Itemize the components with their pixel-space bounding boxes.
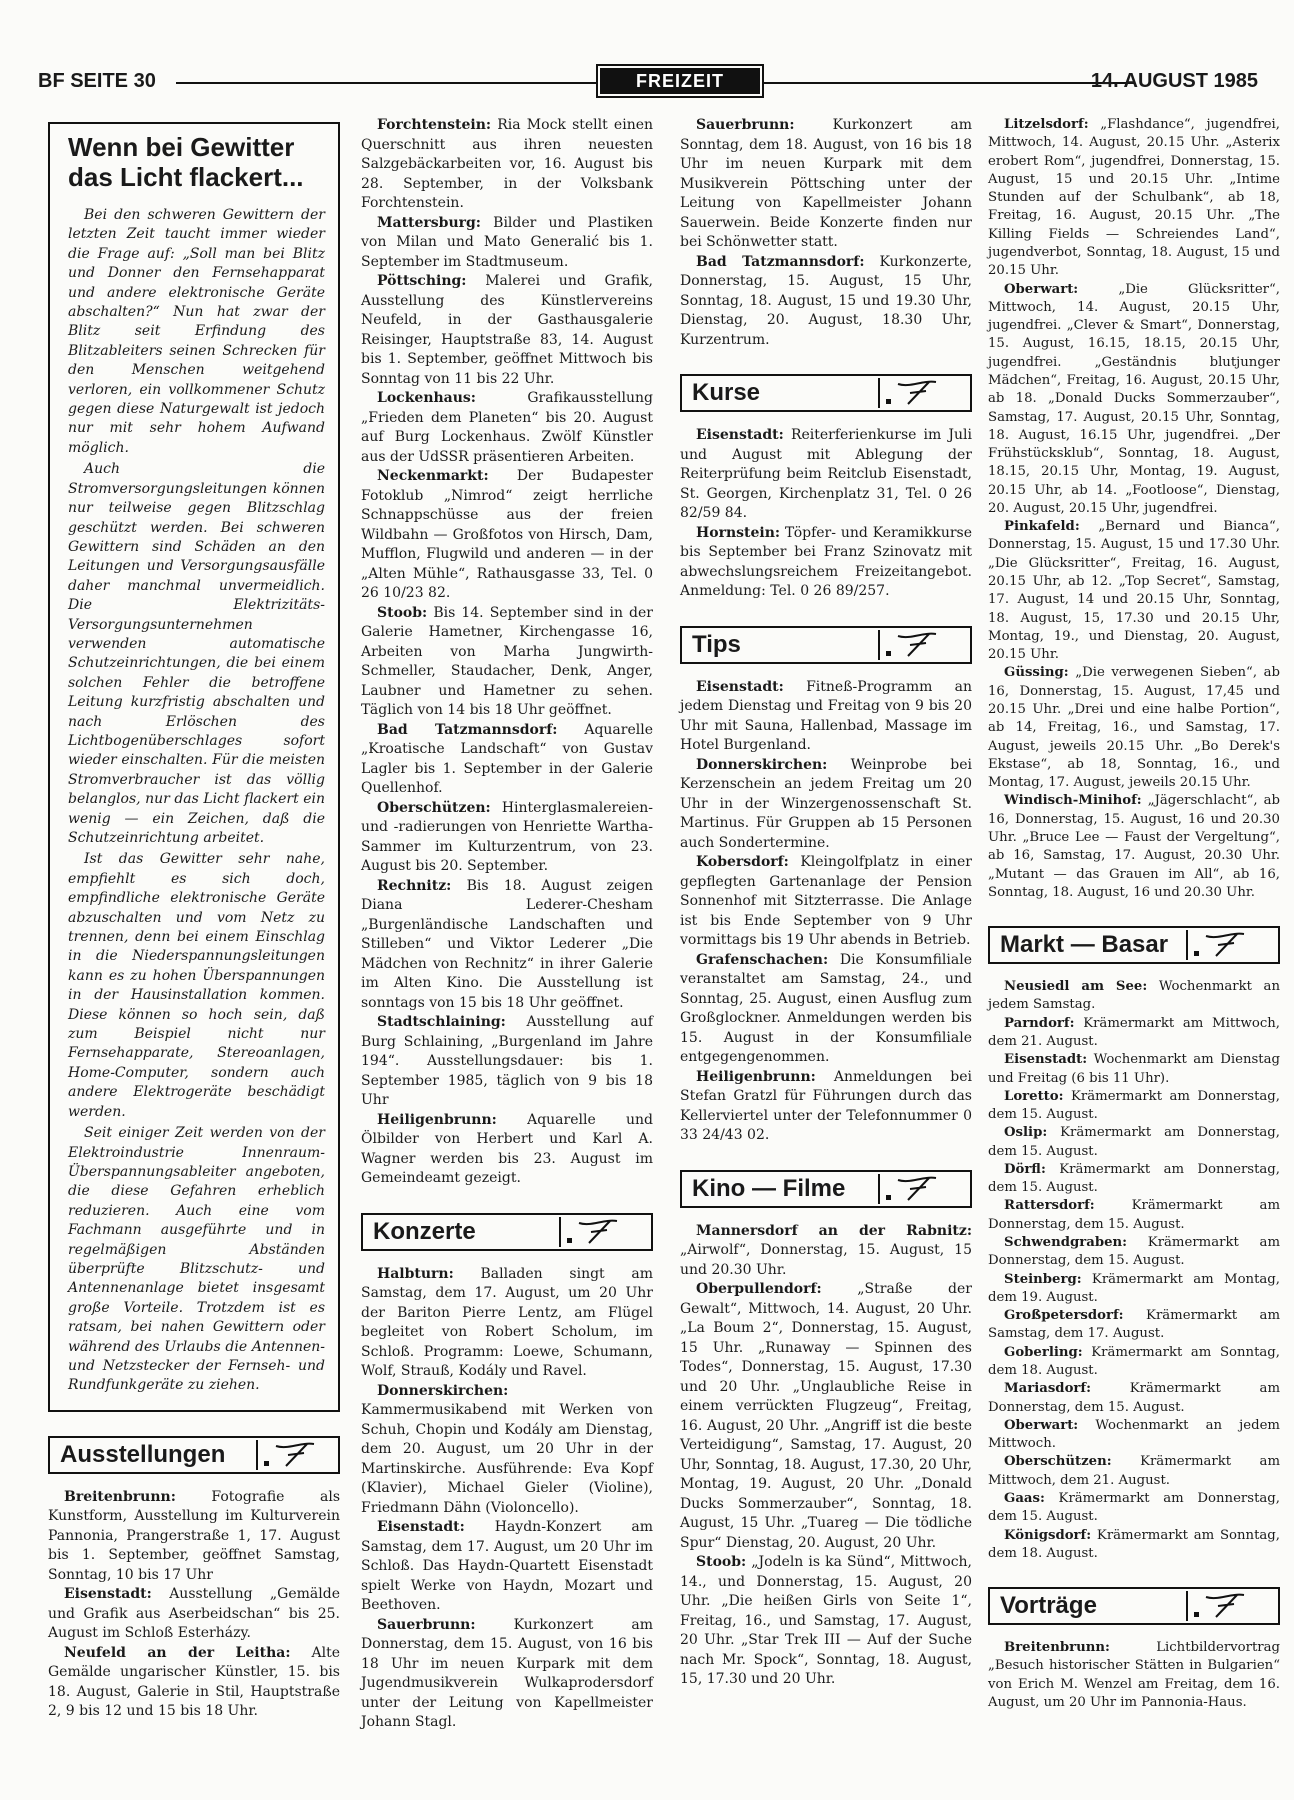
listing-entry	[988, 978, 1280, 1015]
listing-place: Stoob:	[377, 604, 428, 621]
listing-entry	[988, 1417, 1280, 1454]
heading-dot	[567, 1238, 572, 1243]
listing-place: Goberling:	[1004, 1344, 1083, 1360]
listing-entry	[48, 1585, 340, 1644]
listing-entry	[680, 116, 972, 253]
listing-text: Lichtbildervortrag „Besuch historischer Stätten in Bulgarien“ von Erich M. Wenzel am Freitag, dem 16. August, um 20 Uhr im Pannonia-Haus.	[988, 1640, 1280, 1710]
heading-divider	[1186, 1591, 1188, 1621]
listing-text: Malerei und Grafik, Ausstellung des Künstlervereins Neufeld, in der Gasthausgalerie Reisinger, Hauptstraße 83, 14. August bis 1. September, geöffnet Mittwoch bis Sonntag von 11 bis 22 Uhr.	[361, 273, 653, 387]
listing-entry	[361, 1013, 653, 1111]
listing-entry	[988, 1161, 1280, 1198]
listing-entry	[48, 1488, 340, 1586]
listing-place: Halbturn:	[377, 1265, 454, 1282]
section-heading-ausstellungen	[48, 1436, 340, 1474]
heading-divider	[256, 1440, 258, 1470]
listing-text: Wochenmarkt am Dienstag und Freitag (6 bis 11 Uhr).	[988, 1052, 1280, 1086]
listing-entry	[680, 253, 972, 351]
section-title: Konzerte	[373, 1217, 476, 1245]
listing-text: Haydn-Konzert am Samstag, dem 17. August, um 20 Uhr im Schloß. Das Haydn-Quartett Eisenstadt spielt Werke von Haydn, Mozart und Beethoven.	[361, 1519, 653, 1613]
listing-text: Krämermarkt am Montag, dem 19. August.	[988, 1271, 1280, 1305]
listing-entry	[988, 281, 1280, 519]
listing-entry	[988, 1453, 1280, 1490]
listing-place: Güssing:	[1004, 665, 1069, 681]
listing-entry	[988, 116, 1280, 281]
listing-entry	[988, 1271, 1280, 1308]
listing-place: Dörfl:	[1004, 1161, 1046, 1177]
section-heading-kino	[680, 1170, 972, 1208]
section-heading-vortraege	[988, 1587, 1280, 1625]
listing-text: Aquarelle und Ölbilder von Herbert und Karl A. Wagner werden bis 23. August im Gemeindeamt gezeigt.	[361, 1111, 653, 1186]
listing-text: Krämermarkt am Sonntag, dem 18. August.	[988, 1344, 1280, 1378]
listing-place: Eisenstadt:	[377, 1519, 465, 1535]
listing-place: Sauerbrunn:	[696, 117, 795, 133]
listing-text: Fitneß-Programm an jedem Dienstag und Freitag von 9 bis 20 Uhr mit Sauna, Hallenbad, Massage im Hotel Burgenland.	[680, 678, 972, 753]
listing-text: Alte Gemälde ungarischer Künstler, 15. bis 18. August, Galerie in Stil, Hauptstraße 2, 9 bis 12 und 15 bis 18 Uhr.	[48, 1644, 340, 1720]
listing-entry	[680, 1553, 972, 1690]
listing-text: Krämermarkt am Mittwoch, dem 21. August.	[988, 1015, 1280, 1049]
section-title: Tips	[692, 630, 741, 658]
listing-text: „Bernard und Bianca“, Donnerstag, 15. August, 15 und 17.30 Uhr. „Die Glücksritter“, Freitag, 16. August, 20.15 Uhr, ab 12. „Top Secret“, Samstag, 17. August, 14 und 20.15 Uhr, Sonntag, 18. August, 15, 17.30 und 20.15 Uhr, Montag, 19., und Dienstag, 20. August, 20.15 Uhr.	[988, 519, 1280, 663]
listing-entry	[361, 1382, 653, 1519]
listing-place: Königsdorf:	[1004, 1527, 1092, 1543]
listing-entry	[361, 389, 653, 467]
article-paragraph: Bei den schweren Gewittern der letzten Zeit taucht immer wieder die Frage auf: „Soll man bei Blitz und Donner den Fernsehapparat und andere elektronische Geräte abschalten?“ Nun hat zwar der Blitz seit Erfindung des Blitzableiters seinen Schrecken für den Menschen weitgehend verloren, ein vollkommener Schutz gegen diese Naturgewalt ist jedoch nur mit sehr hohem Aufwand möglich.	[68, 207, 325, 456]
pen-icon	[1204, 930, 1248, 958]
listing-text: „Die Glücksritter“, Mittwoch, 14. August, 20.15 Uhr, jugendfrei. „Clever & Smart“, Donnerstag, 15. August, 16.15, 18.15, 20.15 Uhr, jugendfrei. „Geständnis blutjunger Mädchen“, Freitag, 16. August, 20.15 Uhr, ab 18. „Donald Ducks Sommerzauber“, Samstag, 17. August, 20.15 Uhr, Sonntag, 18. August, 16.15 Uhr, jugendfrei. „Der Frühstücksklub“, Sonntag, 18. August, 18.15, 20.15 Uhr, Montag, 19. August, 20.15 Uhr, ab 14. „Footloose“, Dienstag, 20. August, 20.15 Uhr, jugendfrei.	[988, 281, 1280, 516]
listing-place: Gaas:	[1004, 1490, 1045, 1506]
listing-text: Krämermarkt am Samstag, dem 17. August.	[988, 1308, 1281, 1342]
article-paragraph: Ist das Gewitter sehr nahe, empfiehlt es sich doch, empfindliche elektronische Geräte abzuschalten und vom Netz zu trennen, denn bei einem Einschlag in die Niederspannungsleitungen kann es zu hohen Überspannungen in der Hausinstallation kommen. Diese können so hoch sein, daß zum Beispiel nicht nur Fernsehapparate, Stereoanlagen, Home-Computer, sondern auch andere Elektrogeräte beschädigt werden.	[68, 851, 325, 1120]
listing-entry	[361, 604, 653, 721]
page-header	[38, 64, 1258, 104]
listing-place: Loretto:	[1004, 1088, 1064, 1104]
listing-place: Pinkafeld:	[1004, 519, 1080, 535]
listing-entry	[988, 1527, 1280, 1564]
heading-divider	[878, 1174, 880, 1204]
listing-place: Oberschützen:	[1004, 1454, 1112, 1470]
listing-text: Bilder und Plastiken von Milan und Mato Generalić bis 1. September im Stadtmuseum.	[361, 214, 653, 270]
heading-divider	[878, 378, 880, 408]
listing-place: Neckenmarkt:	[377, 468, 489, 484]
listing-place: Mattersburg:	[377, 214, 481, 231]
heading-dot	[886, 651, 891, 656]
listing-place: Oberwart:	[1004, 1417, 1079, 1433]
pen-icon	[896, 378, 940, 406]
listing-text: Die Konsumfiliale veranstaltet am Samstag, 24., und Sonntag, 25. August, einen Ausflug zum Großglockner. Anmeldungen werden bis 15. August in der Konsumfiliale entgegengenommen.	[680, 951, 972, 1065]
listing-text: Krämermarkt am Donnerstag, dem 15. August.	[988, 1198, 1281, 1232]
listing-entry	[988, 1197, 1280, 1234]
listing-text: Kleingolfplatz in einer gepflegten Gartenanlage der Pension Sonnenhof mit Sitzterrasse. Die Anlage ist bis Ende September von 9 Uhr vormittags bis 19 Uhr abends in Betrieb.	[680, 854, 972, 948]
listing-text: Kurkonzert am Sonntag, dem 18. August, von 16 bis 18 Uhr im neuen Kurpark mit dem Musikverein Pöttsching unter der Leitung von Kapellmeister Johann Sauerwein. Beide Konzerte finden nur bei Schönwetter statt.	[680, 117, 972, 250]
listing-entry	[680, 951, 972, 1068]
listing-place: Donnerskirchen:	[377, 1382, 509, 1399]
listing-entry	[988, 792, 1280, 902]
listing-text: Wochenmarkt an jedem Mittwoch.	[988, 1417, 1281, 1452]
section-heading-tips	[680, 626, 972, 664]
listing-place: Steinberg:	[1004, 1271, 1082, 1287]
listing-entry	[988, 1344, 1280, 1381]
listing-entry	[680, 678, 972, 756]
listing-text: Grafikausstellung „Frieden dem Planeten“ bis 20. August auf Burg Lockenhaus. Zwölf Künstler aus der UdSSR präsentieren Arbeiten.	[361, 390, 653, 465]
listing-place: Forchtenstein:	[377, 117, 492, 133]
section-heading-markt	[988, 926, 1280, 964]
section-title: Kino — Filme	[692, 1174, 846, 1202]
listing-place: Grafenschachen:	[696, 951, 829, 968]
listing-text: Ria Mock stellt einen Querschnitt aus ihren neuesten Salzgebäckarbeiten vor, 16. August bis 28. September, in der Volksbank Forchtenstein.	[361, 117, 654, 211]
listing-text: Weinprobe bei Kerzenschein an jedem Freitag um 20 Uhr in der Winzergenossenschaft St. Martinus. Für Gruppen ab 15 Personen auch Sondertermine.	[680, 756, 972, 851]
listing-place: Neusiedl am See:	[1004, 979, 1148, 995]
page-number: BF SEITE 30	[38, 70, 156, 92]
issue-date: 14. AUGUST 1985	[1090, 70, 1258, 92]
listing-place: Pöttsching:	[377, 273, 467, 289]
listing-entry	[680, 756, 972, 854]
entries-tips	[680, 678, 972, 1146]
listing-place: Bad Tatzmannsdorf:	[377, 721, 558, 738]
listing-place: Heiligenbrunn:	[696, 1068, 816, 1085]
pen-icon	[274, 1440, 318, 1468]
listing-place: Bad Tatzmannsdorf:	[696, 253, 865, 270]
listing-entry	[361, 1518, 653, 1616]
entries-markt	[988, 978, 1280, 1563]
listing-entry	[48, 1644, 340, 1722]
listing-entry	[988, 1124, 1280, 1161]
listing-entry	[988, 1380, 1280, 1417]
listing-entry	[361, 467, 653, 604]
listing-entry	[988, 664, 1280, 792]
section-title: Kurse	[692, 379, 761, 406]
listing-entry	[988, 1234, 1280, 1271]
listing-text: Aquarelle „Kroatische Landschaft“ von Gustav Lagler bis 1. September in der Galerie Quellenhof.	[361, 721, 653, 796]
listing-text: Töpfer- und Keramikkurse bis September bei Franz Szinovatz mit abwechslungsreichem Freizeitangebot. Anmeldung: Tel. 0 26 89/257.	[680, 524, 972, 599]
listing-place: Stoob:	[696, 1554, 747, 1570]
heading-divider	[878, 630, 880, 660]
listing-entry	[361, 214, 653, 273]
pen-icon	[1204, 1591, 1248, 1619]
listing-text: Hinterglasmalereien- und -radierungen von Henriette Wartha-Sammer im Kulturzentrum, von 23. August bis 20. September.	[361, 799, 653, 874]
listing-place: Parndorf:	[1004, 1015, 1075, 1031]
listing-text: „Flashdance“, jugendfrei, Mittwoch, 14. August, 20.15 Uhr. „Asterix erobert Rom“, jugendfrei, Donnerstag, 15. August, 15 und 20.15 Uhr. „Intime Stunden auf der Schulbank“, ab 18, Freitag, 16. August, 20.15 Uhr. „The Killing Fields — Schreiendes Land“, jugendverbot, Sonntag, 18. August, 15 und 20.15 Uhr.	[988, 117, 1280, 279]
listing-place: Breitenbrunn:	[1004, 1640, 1110, 1656]
listing-entry	[680, 524, 972, 602]
listing-place: Windisch-Minihof:	[1004, 793, 1142, 809]
listing-entry	[988, 518, 1280, 664]
pen-icon	[577, 1217, 621, 1245]
header-rule-left	[176, 82, 598, 84]
listing-place: Eisenstadt:	[64, 1586, 152, 1603]
listing-text: Kurkonzert am Donnerstag, dem 15. August, von 16 bis 18 Uhr im neuen Kurpark mit dem Jugendmusikverein Wulkaprodersdorf unter der Leitung von Kapellmeister Johann Stagl.	[361, 1616, 653, 1730]
listing-place: Litzelsdorf:	[1004, 117, 1089, 132]
listing-place: Donnerskirchen:	[696, 756, 828, 773]
section-title: Vorträge	[1000, 1592, 1097, 1620]
listing-text: Reiterferienkurse im Juli und August mit Ablegung der Reiterprüfung beim Reitclub Eisenstadt, St. Georgen, Kirchenplatz 31, Tel. 0 26 82/59 84.	[680, 427, 973, 521]
listing-entry	[988, 1490, 1280, 1527]
section-label: FREIZEIT	[600, 68, 760, 94]
feature-article-box	[48, 122, 340, 1412]
listing-text: „Jodeln is ka Sünd“, Mittwoch, 14., und Donnerstag, 15. August, 20 Uhr. „Die heißen Girls von Seite 1“, Freitag, 16., und Samstag, 17. August, 20 Uhr. „Star Trek III — Auf der Suche nach Mr. Spock“, Sonntag, 18. August, 15, 17.30 und 20 Uhr.	[680, 1554, 972, 1687]
listing-place: Eisenstadt:	[696, 427, 784, 443]
listing-place: Schwendgraben:	[1004, 1235, 1128, 1251]
listing-entry	[361, 116, 653, 214]
listing-text: Krämermarkt am Donnerstag, dem 15. August.	[988, 1161, 1280, 1196]
listing-entry	[680, 1222, 972, 1281]
listing-text: Ausstellung „Gemälde und Grafik aus Aserbeidschan“ bis 25. August im Schloß Esterházy.	[48, 1586, 340, 1642]
listing-place: Rechnitz:	[377, 877, 452, 894]
listing-entry	[680, 426, 972, 524]
listing-text: Fotografie als Kunstform, Ausstellung im Kulturverein Pannonia, Prangerstraße 1, 17. August bis 1. September, geöffnet Samstag, Sonntag, 10 bis 17 Uhr	[48, 1488, 341, 1583]
listing-place: Oberpullendorf:	[696, 1281, 822, 1297]
listing-text: Balladen singt am Samstag, dem 17. August, um 20 Uhr der Bariton Pierre Lentz, am Flügel begleitet von Robert Scholum, im Schloß. Programm: Loewe, Schumann, Wolf, Strauß, Kodály und Ravel.	[361, 1265, 653, 1379]
listing-place: Oberwart:	[1004, 281, 1079, 297]
listing-entry	[988, 1639, 1280, 1712]
listing-text: Wochenmarkt an jedem Samstag.	[988, 979, 1280, 1013]
listing-place: Oslip:	[1004, 1125, 1048, 1141]
listing-place: Neufeld an der Leitha:	[64, 1644, 291, 1661]
entries-konzerte	[361, 1265, 653, 1733]
listing-text: Ausstellung auf Burg Schlaining, „Burgenland im Jahre 194“. Ausstellungsdauer: bis 1. September 1985, täglich von 9 bis 18 Uhr	[361, 1014, 653, 1108]
column-1	[48, 116, 340, 1722]
article-paragraph: Auch die Stromversorgungsleitungen können nur teilweise gegen Blitzschlag geschützt werden. Bei schweren Gewittern sind Schäden an den Leitungen und Versorgungsausfälle daher manchmal unvermeidlich. Die Elektrizitäts-Versorgungsunternehmen verwenden automatische Schutzeinrichtungen, die bei einem solchen Fehler die betroffene Leitung kurzfristig abschalten und nach Erlöschen des Lichtbogenüberschlages sofort wieder einschalten. Für die meisten Stromverbraucher ist das völlig belanglos, nur das Licht flackert ein wenig — ein Zeichen, daß die Schutzeinrichtung arbeitet.	[68, 461, 325, 846]
listing-text: „Straße der Gewalt“, Mittwoch, 14. August, 20 Uhr. „La Boum 2“, Donnerstag, 15. August, 15 Uhr. „Runaway — Spinnen des Todes“, Donnerstag, 15. August, 17.30 und 20 Uhr. „Unglaubliche Reise in einem verrückten Flugzeug“, Freitag, 16. August, 20 Uhr. „Angriff ist die beste Verteidigung“, Samstag, 17. August, 20 Uhr, Sonntag, 18. August, 17.30, 20 Uhr, Montag, 19. August, 20 Uhr. „Donald Ducks Sommerzauber“, Sonntag, 18. August, 15 Uhr. „Tuareg — Die tödliche Spur“ Dienstag, 20. August, 20 Uhr.	[680, 1281, 972, 1551]
listing-place: Mariasdorf:	[1004, 1381, 1091, 1397]
listing-place: Mannersdorf an der Rabnitz:	[696, 1222, 972, 1239]
entries-kino-cont	[988, 116, 1280, 902]
listing-entry	[361, 272, 653, 389]
listing-place: Sauerbrunn:	[377, 1616, 476, 1633]
listing-entry	[361, 877, 653, 1014]
listing-place: Breitenbrunn:	[64, 1488, 176, 1505]
section-heading-kurse	[680, 374, 972, 412]
entries-konzerte-cont	[680, 116, 972, 350]
entries-kino	[680, 1222, 972, 1690]
listing-entry	[680, 853, 972, 951]
section-title: Ausstellungen	[60, 1440, 226, 1468]
listing-entry	[988, 1088, 1280, 1125]
listing-place: Stadtschlaining:	[377, 1014, 506, 1030]
heading-divider	[559, 1217, 561, 1247]
listing-place: Kobersdorf:	[696, 854, 789, 870]
listing-entry	[361, 799, 653, 877]
entries-ausstellungen-cont	[361, 116, 653, 1189]
listing-entry	[361, 1265, 653, 1382]
listing-text: Krämermarkt am Sonntag, dem 18. August.	[988, 1527, 1280, 1561]
heading-dot	[886, 399, 891, 404]
heading-dot	[1194, 951, 1199, 956]
listing-entry	[680, 1068, 972, 1146]
listing-text: Anmeldungen bei Stefan Gratzl für Führungen durch das Kellerviertel unter der Telefonnummer 0 33 24/43 02.	[680, 1068, 972, 1143]
heading-dot	[264, 1461, 269, 1466]
listing-entry	[361, 1616, 653, 1733]
entries-vortraege	[988, 1639, 1280, 1712]
listing-place: Großpetersdorf:	[1004, 1308, 1124, 1324]
listing-text: Kurkonzerte, Donnerstag, 15. August, 15 Uhr, Sonntag, 18. August, 15 und 19.30 Uhr, Dienstag, 20. August, 18.30 Uhr, Kurzentrum.	[680, 253, 973, 348]
listing-text: „Airwolf“, Donnerstag, 15. August, 15 und 20.30 Uhr.	[680, 1242, 972, 1278]
listing-text: Krämermarkt am Donnerstag, dem 15. August.	[988, 1490, 1280, 1525]
column-3	[680, 116, 972, 1690]
listing-text: Bis 14. September sind in der Galerie Hametner, Kirchengasse 16, Arbeiten von Marha Jungwirth-Schmeller, Staudacher, Denk, Anger, Laubner und Hametner zu sehen. Täglich von 14 bis 18 Uhr geöffnet.	[361, 604, 653, 718]
listing-entry	[361, 721, 653, 799]
listing-text: Krämermarkt am Donnerstag, dem 15. August.	[988, 1235, 1281, 1269]
listing-text: „Jägerschlacht“, ab 16, Donnerstag, 15. August, 16 und 20.30 Uhr. „Bruce Lee — Faust der Vergeltung“, ab 16, Samstag, 17. August, 20.30 Uhr. „Mutant — das Grauen im All“, ab 16, Sonntag, 18. August, 16 und 20.30 Uhr.	[988, 793, 1280, 900]
heading-dot	[886, 1195, 891, 1200]
listing-place: Lockenhaus:	[377, 390, 476, 406]
listing-entry	[988, 1051, 1280, 1088]
column-2	[361, 116, 653, 1733]
listing-place: Eisenstadt:	[1004, 1052, 1088, 1068]
listing-place: Hornstein:	[696, 524, 781, 541]
listing-place: Eisenstadt:	[696, 678, 784, 695]
listing-text: Krämermarkt am Donnerstag, dem 15. August.	[988, 1088, 1280, 1123]
entries-kurse	[680, 426, 972, 602]
pen-icon	[896, 630, 940, 658]
heading-dot	[1194, 1612, 1199, 1617]
listing-place: Oberschützen:	[377, 799, 491, 816]
listing-text: Der Budapester Fotoklub „Nimrod“ zeigt herrliche Schnappschüsse aus der freien Wildbahn — Großfotos von Hirsch, Dam, Mufflon, Flugwild und anderen — in der „Alten Mühle“, Rathausgasse 33, Tel. 0 26 10/23 82.	[361, 468, 653, 601]
heading-divider	[1186, 930, 1188, 960]
listing-place: Heiligenbrunn:	[377, 1111, 497, 1128]
listing-entry	[361, 1111, 653, 1189]
listing-place: Rattersdorf:	[1004, 1198, 1095, 1214]
listing-text: Kammermusikabend mit Werken von Schuh, Chopin und Kodály am Dienstag, dem 20. August, um 20 Uhr in der Martinskirche. Ausführende: Eva Kopf (Klavier), Michael Gieler (Violine), Friedmann Dähn (Violoncello).	[361, 1402, 653, 1516]
listing-text: Krämermarkt am Donnerstag, dem 15. August.	[988, 1125, 1280, 1159]
section-heading-konzerte	[361, 1213, 653, 1251]
section-title: Markt — Basar	[1000, 931, 1169, 959]
header-rule-right	[762, 82, 1134, 84]
listing-entry	[988, 1015, 1280, 1052]
listing-entry	[680, 1280, 972, 1553]
listing-text: „Die verwegenen Sieben“, ab 16, Donnerstag, 15. August, 17,45 und 20.15 Uhr. „Drei und eine halbe Portion“, ab 14, Freitag, 16., und Samstag, 17. August, jeweils 20.15 Uhr. „Bo Derek's Ekstase“, ab 18, Sonntag, 16., und Montag, 17. August, jeweils 20.15 Uhr.	[988, 665, 1280, 791]
pen-icon	[896, 1174, 940, 1202]
listing-text: Krämermarkt am Mittwoch, dem 21. August.	[988, 1454, 1281, 1488]
listing-text: Bis 18. August zeigen Diana Lederer-Chesham „Burgenländische Landschaften und Stilleben“ und Viktor Lederer „Die Mädchen von Rechnitz“ in ihrer Galerie im Alten Kino. Die Ausstellung ist sonntags von 15 bis 18 Uhr geöffnet.	[361, 877, 654, 1011]
article-title: Wenn bei Gewitter das Licht flackert...	[68, 132, 304, 192]
listing-text: Krämermarkt am Donnerstag, dem 15. August.	[988, 1381, 1281, 1415]
article-paragraph: Seit einiger Zeit werden von der Elektroindustrie Innenraum-Überspannungsableiter angeboten, die diese Gefahren erheblich reduzieren. Auch eine vom Fachmann ausgeführte und in regelmäßigen Abständen überprüfte Blitzschutz- und Antennenanlage bietet insgesamt große Vorteile. Trotzdem ist es ratsam, bei nahen Gewittern oder während des Urlaubs die Antennen- und Netzstecker der Fernseh- und Rundfunkgeräte zu ziehen.	[68, 1125, 325, 1394]
entries-ausstellungen	[48, 1488, 340, 1722]
listing-entry	[988, 1307, 1280, 1344]
column-4	[988, 116, 1280, 1712]
